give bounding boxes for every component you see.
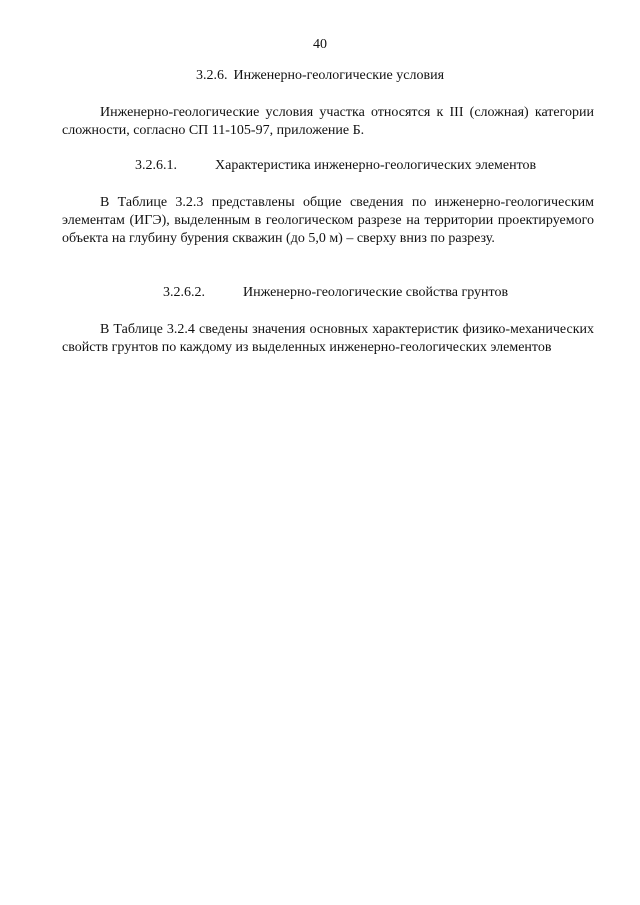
subsection-number: 3.2.6.2. xyxy=(163,285,205,300)
paragraph-table-3-2-4: В Таблице 3.2.4 сведены значения основных характеристик физико-механических свойств грунтов по каждому из выделенных инженерно-геологических элементов xyxy=(62,322,594,355)
section-number: 3.2.6. xyxy=(195,68,228,83)
subsection-title: Инженерно-геологические свойства грунтов xyxy=(243,285,509,300)
paragraph-table-3-2-3: В Таблице 3.2.3 представлены общие сведения по инженерно-геологическим элементам (ИГЭ), выделенным в геологическом разрезе на территории проектируемого объекта на глубину бурения скважин (до 5,0 м) – сверху вниз по разрезу. xyxy=(62,195,594,246)
paragraph-complexity-category: Инженерно-геологические условия участка относятся к III (сложная) категории сложности, согласно СП 11-105-97, приложение Б. xyxy=(62,105,594,138)
subsection-title: Характеристика инженерно-геологических элементов xyxy=(215,158,537,173)
section-heading xyxy=(0,67,640,85)
subsection-number: 3.2.6.1. xyxy=(135,158,177,173)
page-number: 40 xyxy=(313,37,327,52)
section-title: Инженерно-геологические условия xyxy=(233,68,445,83)
